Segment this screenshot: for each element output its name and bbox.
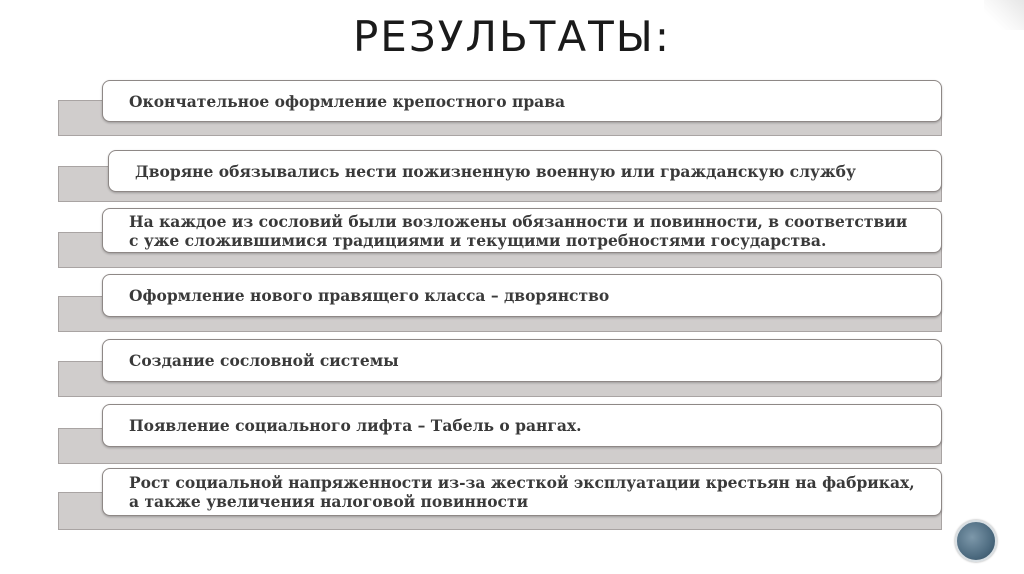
- list-item: [58, 150, 942, 202]
- list-item-text: Создание сословной системы: [129, 351, 399, 370]
- list-item: [58, 80, 942, 136]
- list-item-text: Дворяне обязывались нести пожизненную военную или гражданскую службу: [135, 161, 856, 181]
- list-item-card: [102, 80, 942, 122]
- list-item-card: [102, 468, 942, 516]
- list-item-card: [108, 150, 942, 192]
- slide-title: РЕЗУЛЬТАТЫ:: [352, 12, 672, 61]
- list-item-text: Рост социальной напряженности из-за жесткой эксплуатации крестьян на фабриках, а также увеличения налоговой повинности: [129, 473, 915, 511]
- list-item-text: Оформление нового правящего класса – дворянство: [129, 286, 610, 305]
- round-logo-icon: [955, 520, 997, 562]
- list-item-card: [102, 339, 942, 382]
- list-item: [58, 404, 942, 464]
- list-item: [58, 339, 942, 397]
- list-item-card: [102, 274, 942, 317]
- list-item-card: [102, 404, 942, 447]
- list-item-text: На каждое из сословий были возложены обязанности и повинности, в соответствии с уже сложившимися традициями и текущими потребностями государства.: [129, 211, 908, 250]
- list-item-text: Появление социального лифта – Табель о рангах.: [129, 416, 582, 435]
- list-item-text: Окончательное оформление крепостного права: [129, 91, 566, 111]
- list-item: [58, 208, 942, 268]
- list-item: [58, 468, 942, 530]
- list-item: [58, 274, 942, 332]
- list-item-card: [102, 208, 942, 253]
